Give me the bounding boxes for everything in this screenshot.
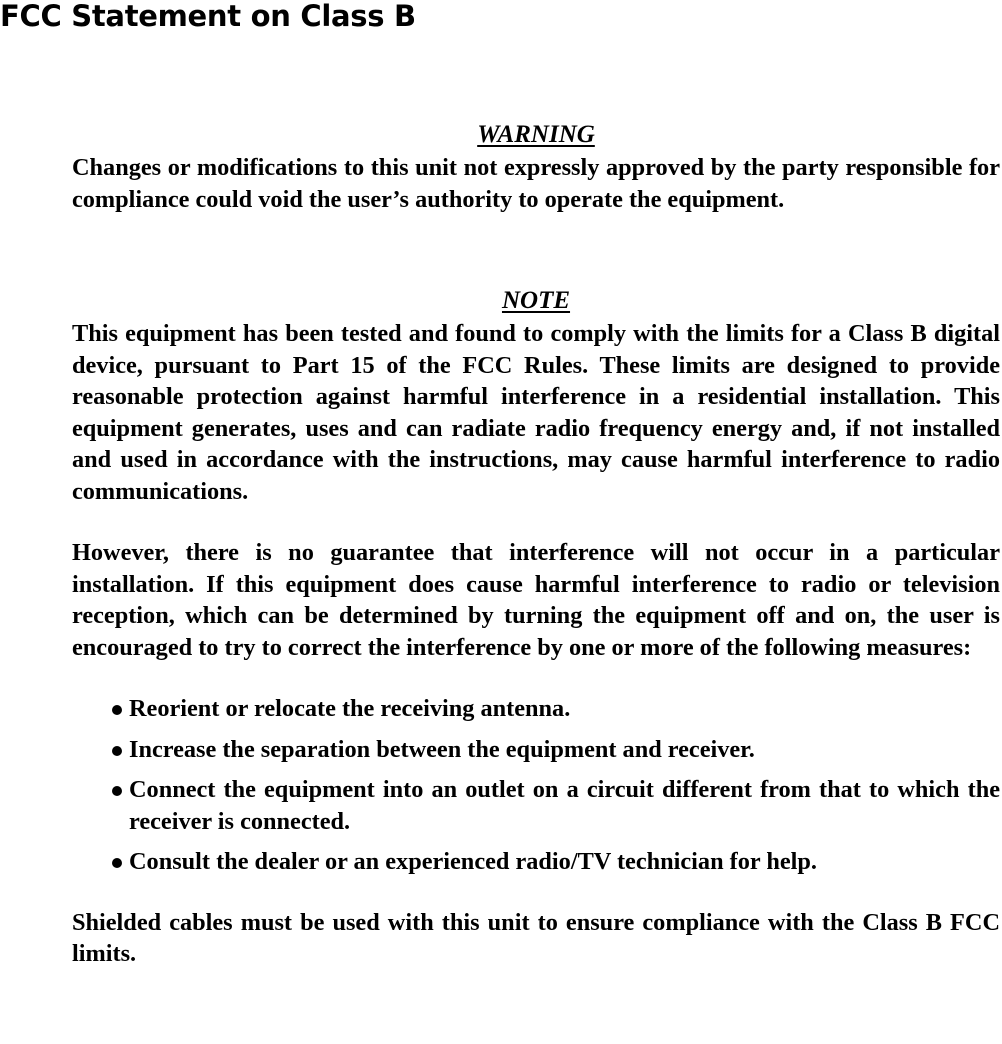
bullet-icon <box>112 786 122 796</box>
bullet-icon <box>112 858 122 868</box>
note-paragraph-compliance: This equipment has been tested and found to comply with the limits for a Class B digital device, pursuant to Part 15 of the FCC Rules. These limits are designed to provide reasonable protection against harmful interference in a residential installation. This equipment generates, uses and can radiate radio frequency energy and, if not installed and used in accordance with the instructions, may cause harmful interference to radio communications. <box>72 320 1000 505</box>
warning-text: Changes or modifications to this unit not expressly approved by the party responsible for compliance could void the user’s authority to operate the equipment. <box>72 154 1000 213</box>
measure-text: Reorient or relocate the receiving antenna. <box>129 695 571 722</box>
bullet-icon <box>112 746 122 756</box>
measure-text: Connect the equipment into an outlet on a circuit different from that to which the receiver is connected. <box>129 776 1000 835</box>
bullet-icon <box>112 705 122 715</box>
note-heading: NOTE <box>501 287 571 314</box>
list-item <box>72 774 1000 837</box>
list-item <box>72 734 1000 766</box>
measure-text: Increase the separation between the equipment and receiver. <box>129 735 755 763</box>
page-title: FCC Statement on Class B <box>0 0 416 33</box>
statement-body <box>72 118 1000 970</box>
list-item <box>72 846 1000 878</box>
measure-text: Consult the dealer or an experienced radio/TV technician for help. <box>129 848 817 875</box>
note-paragraph-interference: However, there is no guarantee that interference will not occur in a particular installation. If this equipment does cause harmful interference to radio or television reception, which can be determined by turning the equipment off and on, the user is encouraged to try to correct the interference by one or more of the following measures: <box>72 539 1000 661</box>
list-item <box>72 693 1000 725</box>
measures-list <box>72 693 1000 878</box>
warning-heading: WARNING <box>477 121 595 148</box>
closing-statement: Shielded cables must be used with this unit to ensure compliance with the Class B FCC limits. <box>72 908 1000 967</box>
